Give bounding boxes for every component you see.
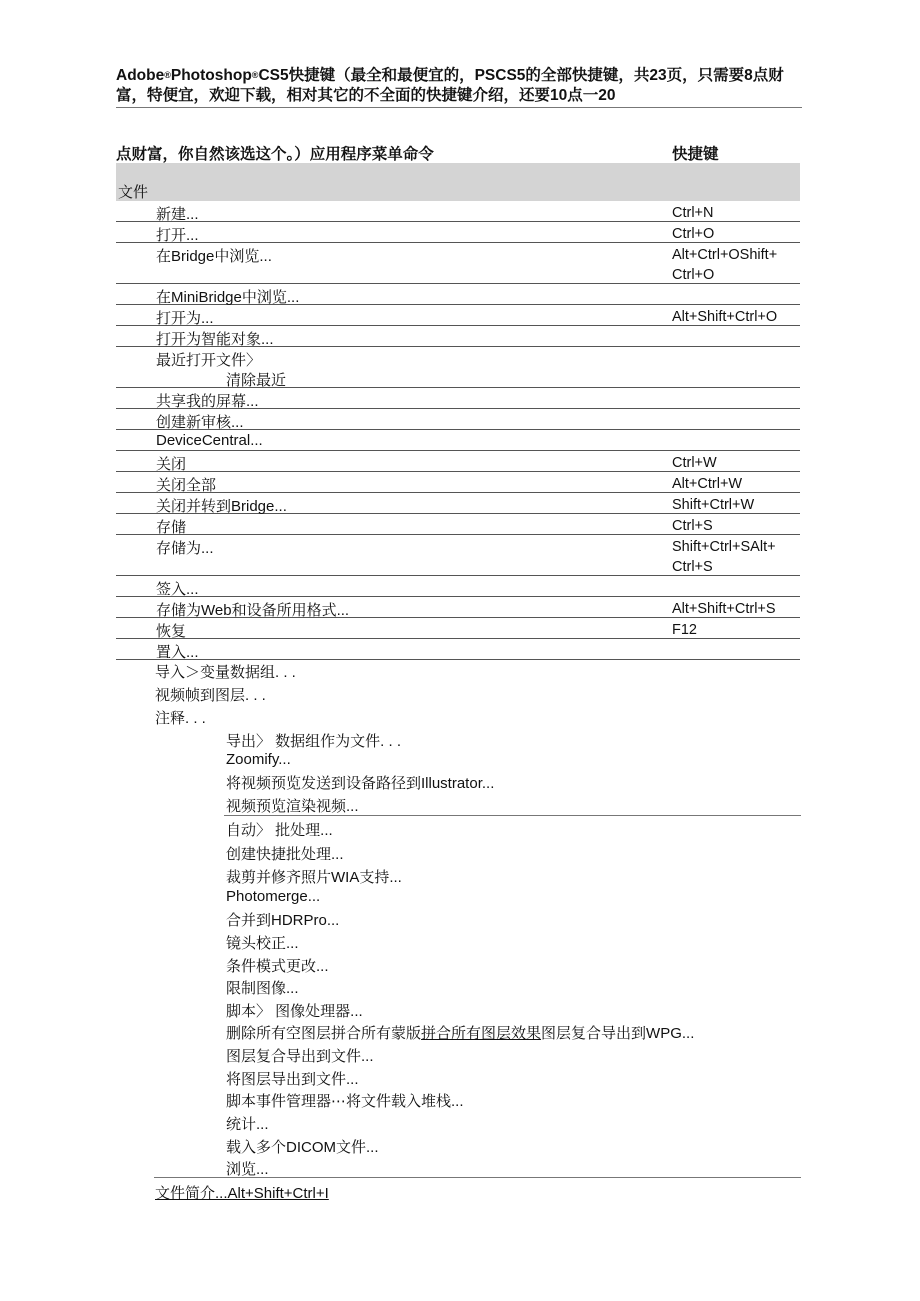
item-export: 导出〉 数据组作为文件. . .	[226, 733, 402, 750]
command-label: 关闭并转到Bridge...	[156, 498, 287, 515]
shortcut-label: Alt+Ctrl+OShift+	[672, 247, 778, 263]
title-rest: CS5快捷键（最全和最便宜的，PSCS5的全部快捷键，共23页，只需要8点财富，特便宜，欢迎下载，相对其它的不全面的快捷键介绍，还要10点一20	[116, 67, 784, 105]
item-crop: 裁剪并修齐照片WIA支持...	[226, 869, 402, 886]
item-send-video: 将视频预览发送到设备路径到Illustrator...	[226, 775, 495, 792]
shortcut-table	[116, 201, 800, 660]
command-label: 在MiniBridge中浏览...	[156, 289, 300, 306]
command-label: 在Bridge中浏览...	[156, 248, 272, 265]
document-title	[116, 66, 802, 108]
item-conditional: 条件模式更改...	[226, 958, 329, 975]
item-notes: 注释. . .	[155, 710, 206, 727]
shortcut-label-2: Ctrl+O	[672, 267, 715, 283]
registered-mark: ®	[164, 70, 171, 80]
table-row	[116, 472, 800, 493]
table-row	[116, 430, 800, 451]
command-label: 新建...	[156, 206, 199, 223]
item-delete-layers	[226, 1022, 694, 1043]
item-hdr: 合并到HDRPro...	[226, 912, 340, 929]
item-comps-to-files: 图层复合导出到文件...	[226, 1048, 374, 1065]
shortcut-label: Ctrl+O	[672, 226, 715, 242]
table-row	[116, 597, 800, 618]
title-photoshop: Photoshop	[170, 67, 252, 85]
command-label: 存储	[156, 519, 187, 536]
table-row	[116, 618, 800, 639]
table-row	[116, 243, 800, 284]
item-fit-image: 限制图像...	[226, 980, 299, 997]
command-label: 创建新审核...	[156, 414, 244, 431]
header-shortcut: 快捷键	[672, 146, 719, 163]
command-label: 共享我的屏幕...	[156, 393, 259, 410]
section-label: 文件	[118, 184, 149, 201]
table-row	[116, 347, 800, 388]
header-command: 点财富，你自然该选这个。）应用程序菜单命令	[116, 146, 434, 163]
shortcut-label: Shift+Ctrl+W	[672, 497, 755, 513]
table-row	[116, 201, 800, 222]
table-row	[116, 451, 800, 472]
command-label: 签入...	[156, 581, 199, 598]
item-droplet: 创建快捷批处理...	[226, 846, 344, 863]
item-flatten-effects: 拼合所有图层效果	[421, 1025, 542, 1042]
table-row	[116, 514, 800, 535]
table-row	[116, 388, 800, 409]
shortcut-label: Ctrl+N	[672, 205, 714, 221]
command-label: 打开为...	[156, 310, 214, 327]
divider	[224, 815, 801, 816]
command-label: 存储为Web和设备所用格式...	[156, 602, 350, 619]
command-label: 最近打开文件〉	[156, 352, 262, 369]
item-video-frames: 视频帧到图层. . .	[155, 687, 266, 704]
command-label: 恢复	[156, 623, 187, 640]
command-label: 存储为...	[156, 540, 214, 557]
shortcut-label: Alt+Ctrl+W	[672, 476, 743, 492]
command-label: DeviceCentral...	[156, 432, 263, 449]
subcommand-label: 清除最近	[226, 372, 287, 389]
shortcut-label: Alt+Shift+Ctrl+O	[672, 309, 778, 325]
item-render-video: 视频预览渲染视频...	[226, 798, 359, 815]
item-dicom: 载入多个DICOM文件...	[226, 1139, 379, 1156]
item-delete-layers-c: 图层复合导出到WPG...	[541, 1025, 695, 1042]
item-import: 导入＞变量数据组. . .	[155, 664, 296, 681]
table-row	[116, 305, 800, 326]
item-scripts: 脚本〉 图像处理器...	[226, 1003, 363, 1020]
item-script-events: 脚本事件管理器⋯将文件载入堆栈...	[226, 1093, 464, 1110]
command-label: 打开为智能对象...	[156, 331, 274, 348]
table-row	[116, 409, 800, 430]
item-layers-to-files: 将图层导出到文件...	[226, 1071, 359, 1088]
item-statistics: 统计...	[226, 1116, 269, 1133]
table-row	[116, 222, 800, 243]
command-label: 关闭	[156, 456, 187, 473]
command-label: 打开...	[156, 227, 199, 244]
shortcut-label: Alt+Shift+Ctrl+S	[672, 601, 776, 617]
table-row	[116, 326, 800, 347]
item-lens: 镜头校正...	[226, 935, 299, 952]
section-file	[116, 163, 800, 201]
table-row	[116, 639, 800, 660]
title-adobe: Adobe	[116, 67, 165, 85]
table-row	[116, 535, 800, 576]
table-row	[116, 284, 800, 305]
table-header	[116, 142, 802, 162]
item-photomerge: Photomerge...	[226, 888, 321, 905]
item-file-info: 文件简介...Alt+Shift+Ctrl+I	[155, 1185, 329, 1202]
divider	[154, 1177, 801, 1178]
table-row	[116, 576, 800, 597]
command-label: 置入...	[156, 644, 199, 661]
item-browse: 浏览...	[226, 1161, 269, 1178]
registered-mark: ®	[251, 70, 259, 80]
item-delete-layers-a: 删除所有空图层拼合所有蒙版	[226, 1025, 422, 1042]
item-automate: 自动〉 批处理...	[226, 822, 333, 839]
shortcut-label: Ctrl+W	[672, 455, 717, 471]
item-zoomify: Zoomify...	[226, 751, 291, 768]
shortcut-label: F12	[672, 622, 697, 638]
shortcut-label-2: Ctrl+S	[672, 559, 713, 575]
shortcut-label: Shift+Ctrl+SAlt+	[672, 539, 776, 555]
command-label: 关闭全部	[156, 477, 217, 494]
table-row	[116, 493, 800, 514]
shortcut-label: Ctrl+S	[672, 518, 713, 534]
